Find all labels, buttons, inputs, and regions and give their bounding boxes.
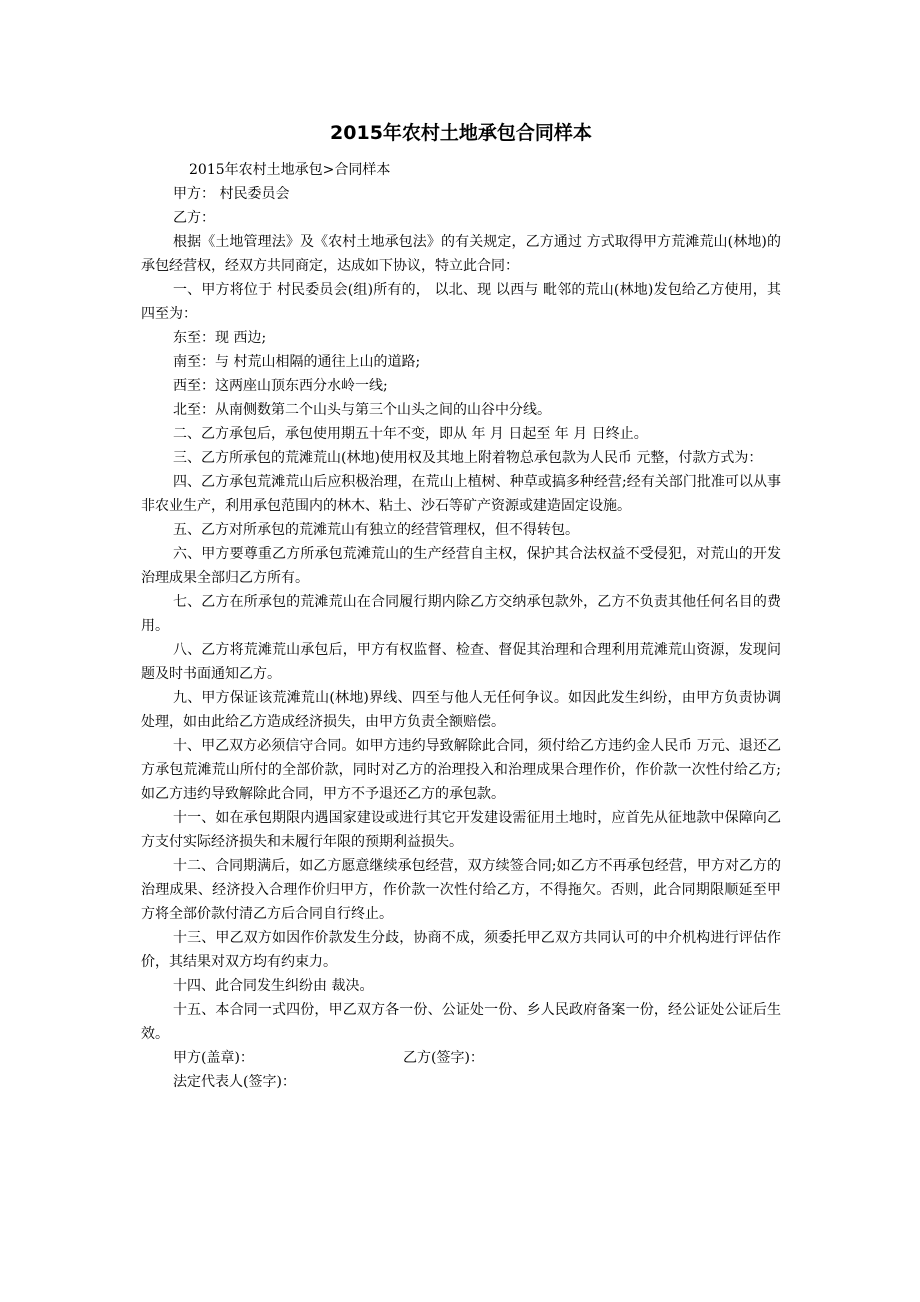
clause-15: 十五、本合同一式四份，甲乙双方各一份、公证处一份、乡人民政府备案一份，经公证处公证后生效。 [141,1002,781,1042]
clause-3: 三、乙方所承包的荒滩荒山(林地)使用权及其地上附着物总承包款为人民币 元整，付款方式为： [173,450,763,466]
clause-10: 十、甲乙双方必须信守合同。如甲方违约导致解除此合同，须付给乙方违约金人民币 万元、退还乙方承包荒滩荒山所付的全部价款，同时对乙方的治理投入和治理成果合理作价，作价款一次性付给乙方;如乙方违约导致解除此合同，甲方不予退还乙方的承包款。 [141,738,781,802]
clause-5: 五、乙方对所承包的荒滩荒山有独立的经营管理权，但不得转包。 [173,522,579,538]
clause-14: 十四、此合同发生纠纷由 裁决。 [173,978,374,994]
subtitle-line: 2015年农村土地承包>合同样本 [189,162,391,178]
party-a-seal-label: 甲方(盖章)： [173,1050,254,1066]
legal-rep-row [141,1070,781,1094]
boundary-west: 西至：这两座山顶东西分水岭一线; [173,378,388,394]
preamble-paragraph: 根据《土地管理法》及《农村土地承包法》的有关规定，乙方通过 方式取得甲方荒滩荒山(林地)的承包经营权，经双方共同商定，达成如下协议，特立此合同： [141,234,781,274]
clause-13: 十三、甲乙双方如因作价款发生分歧，协商不成，须委托甲乙双方共同认可的中介机构进行评估作价，其结果对双方均有约束力。 [141,930,781,970]
party-b-signature-label: 乙方(签字)： [403,1050,484,1066]
signature-row [141,1046,781,1070]
clause-8: 八、乙方将荒滩荒山承包后，甲方有权监督、检查、督促其治理和合理利用荒滩荒山资源，发现问题及时书面通知乙方。 [141,642,781,682]
legal-rep-signature-label: 法定代表人(签字)： [173,1074,296,1090]
clause-12: 十二、合同期满后，如乙方愿意继续承包经营，双方续签合同;如乙方不再承包经营，甲方对乙方的治理成果、经济投入合理作价归甲方，作价款一次性付给乙方，不得拖欠。否则，此合同期限顺延至甲方将全部价款付清乙方后合同自行终止。 [141,858,781,922]
document-page [141,120,781,1094]
clause-1: 一、甲方将位于 村民委员会(组)所有的， 以北、现 以西与 毗邻的荒山(林地)发包给乙方使用，其四至为： [141,282,781,322]
clause-4: 四、乙方承包荒滩荒山后应积极治理，在荒山上植树、种草或搞多种经营;经有关部门批准可以从事非农业生产，利用承包范围内的林木、粘土、沙石等矿产资源或建造固定设施。 [141,474,781,514]
clause-6: 六、甲方要尊重乙方所承包荒滩荒山的生产经营自主权，保护其合法权益不受侵犯，对荒山的开发治理成果全部归乙方所有。 [141,546,781,586]
clause-9: 九、甲方保证该荒滩荒山(林地)界线、四至与他人无任何争议。如因此发生纠纷，由甲方负责协调处理，如由此给乙方造成经济损失，由甲方负责全额赔偿。 [141,690,781,730]
clause-7: 七、乙方在所承包的荒滩荒山在合同履行期内除乙方交纳承包款外，乙方不负责其他任何名目的费用。 [141,594,781,634]
boundary-north: 北至：从南侧数第二个山头与第三个山头之间的山谷中分线。 [173,402,551,418]
party-b-line: 乙方： [173,210,215,226]
boundary-east: 东至：现 西边; [173,330,267,346]
clause-2: 二、乙方承包后，承包使用期五十年不变，即从 年 月 日起至 年 月 日终止。 [173,426,648,442]
boundary-south: 南至：与 村荒山相隔的通往上山的道路; [173,354,421,370]
clause-11: 十一、如在承包期限内遇国家建设或进行其它开发建设需征用土地时，应首先从征地款中保障向乙方支付实际经济损失和未履行年限的预期利益损失。 [141,810,781,850]
party-a-line: 甲方： 村民委员会 [173,186,290,202]
document-title: 2015年农村土地承包合同样本 [330,122,592,144]
